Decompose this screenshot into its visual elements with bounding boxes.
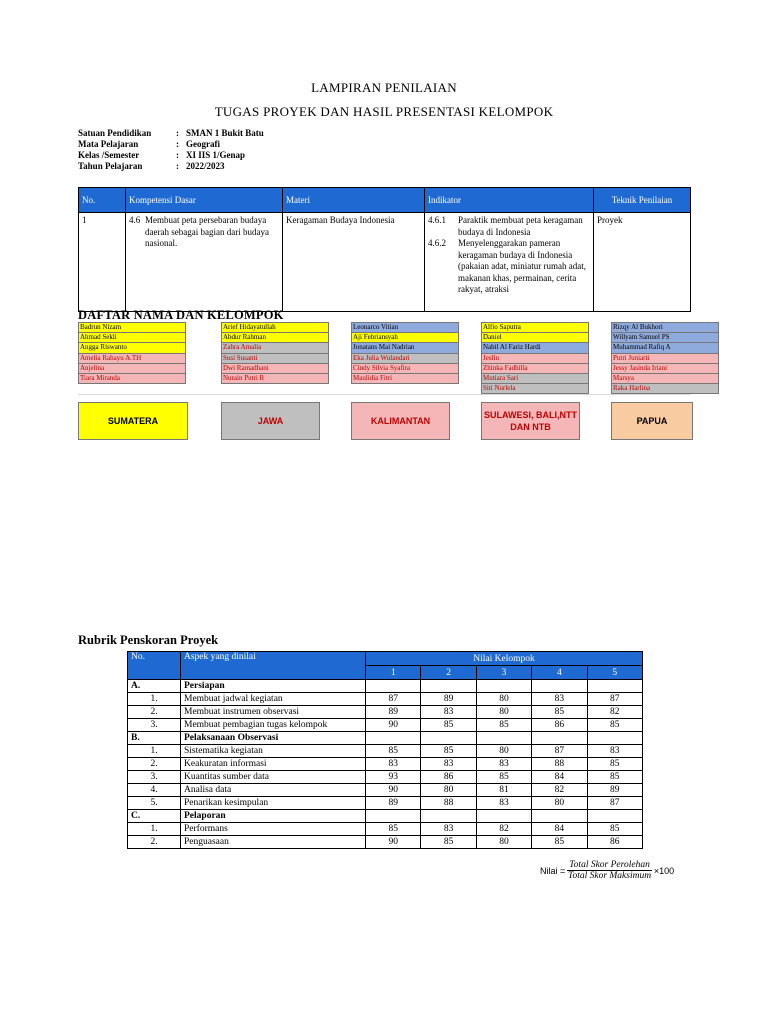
rubric-score: 88 bbox=[532, 758, 587, 771]
info-value: XI IIS 1/Genap bbox=[186, 150, 246, 160]
rubric-score: 84 bbox=[532, 823, 587, 836]
rubric-aspek: Pelaporan bbox=[181, 810, 366, 823]
rubric-aspek: Penarikan kesimpulan bbox=[181, 797, 366, 810]
member-name: Arief Hidayatullah bbox=[221, 322, 329, 333]
kd-desc: Membuat peta persebaran budaya daerah sebagai bagian dari budaya nasional. bbox=[145, 215, 269, 248]
info-value: SMAN 1 Bukit Batu bbox=[186, 128, 264, 138]
rubric-aspek: Persiapan bbox=[181, 680, 366, 693]
member-name: Abdur Rahman bbox=[221, 333, 329, 343]
info-row bbox=[78, 139, 264, 150]
rubric-score: 89 bbox=[421, 693, 476, 706]
info-row bbox=[78, 128, 264, 139]
rubric-score: 83 bbox=[476, 797, 531, 810]
rubric-score: 93 bbox=[366, 771, 421, 784]
rubric-no: 2. bbox=[128, 758, 181, 771]
group-column bbox=[78, 322, 186, 384]
rubric-section-row bbox=[128, 680, 643, 693]
member-name: Angga Riswanto bbox=[78, 343, 186, 353]
ind-text: Menyelenggarakan pameran keragaman budaya di Indonesia (pakaian adat, miniatur rumah adat, makanan khas, permainan, cerita rakyat, atraksi bbox=[458, 238, 586, 294]
info-colon: : bbox=[176, 150, 179, 160]
rubric-score bbox=[532, 732, 587, 745]
rubric-score bbox=[366, 732, 421, 745]
member-name: Raka Harlina bbox=[611, 384, 719, 394]
rubric-no: 2. bbox=[128, 836, 181, 849]
rubric-score: 87 bbox=[532, 745, 587, 758]
rubric-score: 80 bbox=[476, 745, 531, 758]
formula-fraction bbox=[567, 860, 652, 881]
rubric-aspek: Membuat jadwal kegiatan bbox=[181, 693, 366, 706]
rubric-row bbox=[128, 823, 643, 836]
rubric-no: 3. bbox=[128, 719, 181, 732]
info-value: Geografi bbox=[186, 139, 220, 149]
rubric-score bbox=[532, 680, 587, 693]
info-key: Mata Pelajaran bbox=[78, 139, 139, 149]
member-name: Eka Julia Wulandari bbox=[351, 354, 459, 364]
member-name: Siti Nurlela bbox=[481, 384, 589, 394]
member-name: Jonatans Mai Nadrian bbox=[351, 343, 459, 353]
rubric-score bbox=[476, 680, 531, 693]
member-name: Rizqy Al Bukhori bbox=[611, 322, 719, 333]
rubric-score: 80 bbox=[476, 836, 531, 849]
rubric-score: 90 bbox=[366, 836, 421, 849]
info-colon: : bbox=[176, 161, 179, 171]
rubric-score: 87 bbox=[366, 693, 421, 706]
rubric-score: 84 bbox=[532, 771, 587, 784]
rubric-score: 83 bbox=[366, 758, 421, 771]
rubric-title: Rubrik Penskoran Proyek bbox=[78, 633, 219, 647]
rubric-group-header: 2 bbox=[421, 666, 476, 680]
group-name-grid bbox=[78, 322, 691, 394]
rubric-score: 85 bbox=[587, 823, 642, 836]
formula-numerator: Total Skor Perolehan bbox=[569, 860, 650, 870]
region-label: SULAWESI, BALI,NTT DAN NTB bbox=[481, 402, 580, 440]
rubric-row bbox=[128, 836, 643, 849]
rubric-score: 80 bbox=[476, 706, 531, 719]
document-title: LAMPIRAN PENILAIAN bbox=[311, 80, 457, 95]
rubric-score: 86 bbox=[421, 771, 476, 784]
rubric-row bbox=[128, 745, 643, 758]
member-name: Tiara Miranda bbox=[78, 374, 186, 384]
rubric-score: 85 bbox=[421, 745, 476, 758]
rubric-no: 3. bbox=[128, 771, 181, 784]
rubric-score: 80 bbox=[476, 693, 531, 706]
rubric-row bbox=[128, 784, 643, 797]
member-name: Nurain Putri R bbox=[221, 374, 329, 384]
group-list-title: DAFTAR NAMA DAN KELOMPOK bbox=[78, 308, 284, 322]
rubric-aspek: Pelaksanaan Observasi bbox=[181, 732, 366, 745]
rubric-score: 89 bbox=[587, 784, 642, 797]
rubric-no: C. bbox=[128, 810, 181, 823]
kd-num: 4.6 bbox=[129, 215, 141, 225]
rubric-score: 89 bbox=[366, 797, 421, 810]
region-label: PAPUA bbox=[611, 402, 693, 440]
group-column bbox=[481, 322, 589, 394]
member-name: Susi Susanti bbox=[221, 354, 329, 364]
member-name: Maulidia Fitri bbox=[351, 374, 459, 384]
rubric-row bbox=[128, 758, 643, 771]
rubric-score: 88 bbox=[421, 797, 476, 810]
rubric-no: 1. bbox=[128, 693, 181, 706]
member-name: Jeslin bbox=[481, 354, 589, 364]
ind-num: 4.6.2 bbox=[428, 238, 446, 248]
rubric-score: 81 bbox=[476, 784, 531, 797]
rubric-score: 82 bbox=[532, 784, 587, 797]
header-teknik: Teknik Penilaian bbox=[594, 188, 691, 213]
member-name: Willyam Samuel PS bbox=[611, 333, 719, 343]
rubric-score: 80 bbox=[532, 797, 587, 810]
rubric-score: 85 bbox=[587, 771, 642, 784]
rubric-aspek: Analisa data bbox=[181, 784, 366, 797]
rubric-score: 83 bbox=[421, 823, 476, 836]
rubric-section-row bbox=[128, 732, 643, 745]
member-name: Jessy Jasinda Iriani bbox=[611, 364, 719, 374]
rubric-score: 85 bbox=[421, 836, 476, 849]
rubric-score: 85 bbox=[532, 706, 587, 719]
rubric-no: 1. bbox=[128, 745, 181, 758]
rubric-score: 90 bbox=[366, 784, 421, 797]
rubric-score: 85 bbox=[476, 719, 531, 732]
kd-text bbox=[126, 213, 283, 312]
header-no: No. bbox=[79, 188, 126, 213]
member-name: Cindy Silvia Syafira bbox=[351, 364, 459, 374]
document-subtitle: TUGAS PROYEK DAN HASIL PRESENTASI KELOMPOK bbox=[214, 104, 554, 119]
rubric-aspek: Keakuratan informasi bbox=[181, 758, 366, 771]
rubric-aspek: Performans bbox=[181, 823, 366, 836]
rubric-no: 4. bbox=[128, 784, 181, 797]
region-label: SUMATERA bbox=[78, 402, 188, 440]
school-info bbox=[78, 128, 264, 172]
rubric-no: 1. bbox=[128, 823, 181, 836]
rubric-score: 85 bbox=[587, 758, 642, 771]
rubric-score: 85 bbox=[366, 823, 421, 836]
rubric-score: 83 bbox=[532, 693, 587, 706]
rubric-score bbox=[587, 732, 642, 745]
ind-text: Paraktik membuat peta keragaman budaya di Indonesia bbox=[458, 215, 583, 237]
member-name: Badrun Nizam bbox=[78, 322, 186, 333]
info-colon: : bbox=[176, 139, 179, 149]
rubric-score: 89 bbox=[366, 706, 421, 719]
rubric-score: 85 bbox=[587, 719, 642, 732]
info-key: Kelas /Semester bbox=[78, 150, 140, 160]
group-column bbox=[611, 322, 719, 394]
rubric-group-header: 1 bbox=[366, 666, 421, 680]
member-name: Amelia Rahayu A.TH bbox=[78, 354, 186, 364]
info-row bbox=[78, 150, 264, 161]
competency-table bbox=[78, 187, 691, 312]
rubric-score: 80 bbox=[421, 784, 476, 797]
kd-indikator bbox=[425, 213, 594, 312]
rubric-head-nilai: Nilai Kelompok bbox=[366, 652, 643, 666]
rubric-table bbox=[127, 651, 643, 849]
ind-num: 4.6.1 bbox=[428, 215, 446, 225]
score-formula bbox=[540, 860, 674, 881]
rubric-group-header: 5 bbox=[587, 666, 642, 680]
rubric-row bbox=[128, 706, 643, 719]
formula-denominator: Total Skor Maksimum bbox=[568, 871, 652, 881]
member-name: Zhinka Fadhilla bbox=[481, 364, 589, 374]
info-row bbox=[78, 161, 264, 172]
member-name: Leonarco Vitian bbox=[351, 322, 459, 333]
region-label: KALIMANTAN bbox=[351, 402, 450, 440]
header-indikator: Indikator bbox=[425, 188, 594, 213]
rubric-score: 87 bbox=[587, 693, 642, 706]
rubric-row bbox=[128, 719, 643, 732]
member-name: Daniel bbox=[481, 333, 589, 343]
rubric-head-aspek: Aspek yang dinilai bbox=[181, 652, 366, 680]
rubric-group-header: 3 bbox=[476, 666, 531, 680]
rubric-score bbox=[476, 810, 531, 823]
kd-materi: Keragaman Budaya Indonesia bbox=[283, 213, 425, 312]
rubric-aspek: Membuat pembagian tugas kelompok bbox=[181, 719, 366, 732]
member-name: Marsya bbox=[611, 374, 719, 384]
rubric-score: 83 bbox=[421, 758, 476, 771]
rubric-score: 87 bbox=[587, 797, 642, 810]
rubric-score bbox=[587, 810, 642, 823]
member-name: Dwi Ramadhani bbox=[221, 364, 329, 374]
info-colon: : bbox=[176, 128, 179, 138]
kd-teknik: Proyek bbox=[594, 213, 691, 312]
rubric-score bbox=[366, 810, 421, 823]
header-kompetensi: Kompetensi Dasar bbox=[126, 188, 283, 213]
rubric-score bbox=[421, 680, 476, 693]
member-name: Putri Juniarti bbox=[611, 354, 719, 364]
rubric-aspek: Penguasaan bbox=[181, 836, 366, 849]
info-key: Tahun Pelajaran bbox=[78, 161, 143, 171]
rubric-no: 5. bbox=[128, 797, 181, 810]
rubric-score: 90 bbox=[366, 719, 421, 732]
rubric-row bbox=[128, 771, 643, 784]
member-name: Aji Febriansyah bbox=[351, 333, 459, 343]
rubric-row bbox=[128, 693, 643, 706]
rubric-score: 86 bbox=[587, 836, 642, 849]
rubric-score bbox=[476, 732, 531, 745]
kd-no: 1 bbox=[79, 213, 126, 312]
rubric-aspek: Sistematika kegiatan bbox=[181, 745, 366, 758]
rubric-score: 85 bbox=[532, 836, 587, 849]
member-name: Zahra Amalia bbox=[221, 343, 329, 353]
rubric-score: 85 bbox=[421, 719, 476, 732]
rubric-no: B. bbox=[128, 732, 181, 745]
group-column bbox=[351, 322, 459, 384]
member-name: Ahmad Sekli bbox=[78, 333, 186, 343]
group-column bbox=[221, 322, 329, 384]
rubric-score: 82 bbox=[476, 823, 531, 836]
rubric-score: 83 bbox=[476, 758, 531, 771]
rubric-aspek: Membuat instrumen observasi bbox=[181, 706, 366, 719]
rubric-section-row bbox=[128, 810, 643, 823]
info-value: 2022/2023 bbox=[186, 161, 225, 171]
formula-label: Nilai = bbox=[540, 865, 566, 876]
rubric-score: 85 bbox=[366, 745, 421, 758]
rubric-no: 2. bbox=[128, 706, 181, 719]
info-key: Satuan Pendidikan bbox=[78, 128, 152, 138]
member-name: Nabil Al Fariz Hardi bbox=[481, 343, 589, 353]
header-materi: Materi bbox=[283, 188, 425, 213]
rubric-score bbox=[421, 810, 476, 823]
rubric-score: 86 bbox=[532, 719, 587, 732]
rubric-score bbox=[532, 810, 587, 823]
rubric-score: 82 bbox=[587, 706, 642, 719]
member-name: Alfio Saputra bbox=[481, 322, 589, 333]
rubric-score bbox=[366, 680, 421, 693]
member-name: Anjelina bbox=[78, 364, 186, 374]
rubric-no: A. bbox=[128, 680, 181, 693]
rubric-score bbox=[587, 680, 642, 693]
rubric-aspek: Kuantitas sumber data bbox=[181, 771, 366, 784]
region-label: JAWA bbox=[221, 402, 320, 440]
rubric-group-header: 4 bbox=[532, 666, 587, 680]
rubric-score: 85 bbox=[476, 771, 531, 784]
member-name: Muhammad Rafiq A bbox=[611, 343, 719, 353]
divider bbox=[78, 394, 691, 395]
rubric-score: 83 bbox=[421, 706, 476, 719]
formula-suffix: ×100 bbox=[653, 865, 675, 876]
rubric-score bbox=[421, 732, 476, 745]
rubric-head-no: No. bbox=[128, 652, 181, 680]
rubric-row bbox=[128, 797, 643, 810]
rubric-score: 83 bbox=[587, 745, 642, 758]
member-name: Mutiara Sari bbox=[481, 374, 589, 384]
